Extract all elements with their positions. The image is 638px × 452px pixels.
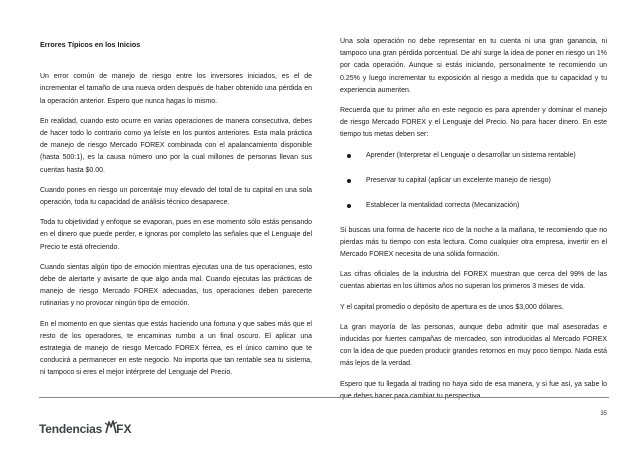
- goals-list: [340, 150, 607, 212]
- logo-text: Tendencias: [39, 422, 103, 436]
- logo-suffix: FX: [116, 422, 132, 436]
- left-column: [40, 39, 312, 388]
- paragraph: Las cifras oficiales de la industria del FOREX muestran que cerca del 99% de las cuentas abiertas en los últimos años no superan los primeros 3 meses de vida.: [340, 271, 607, 291]
- bullet-icon: [347, 204, 351, 208]
- list-item: [340, 150, 607, 162]
- bullet-icon: [347, 154, 351, 158]
- right-column: [340, 36, 607, 411]
- page-number: 35: [600, 411, 607, 417]
- list-item-text: Preservar tu capital (aplicar un excelente manejo de riesgo): [366, 176, 551, 184]
- paragraph: Una sola operación no debe representar en tu cuenta ni una gran ganancia, ni tampoco una gran pérdida porcentual. De ahí surge la idea de poner en riesgo un 1% por cada operación. Aunque si estás iniciando, personalmente te recomiendo un 0.25% y luego incrementar tu exposición al riesgo a medida que tu capacidad y tu experiencia aumenten.: [340, 38, 607, 94]
- list-item-text: Aprender (Interpretar el Lenguaje o desarrollar un sistema rentable): [366, 151, 576, 159]
- list-item: [340, 200, 607, 212]
- bullet-icon: [347, 179, 351, 183]
- paragraph: Cuando sientas algún tipo de emoción mientras ejecutas una de tus operaciones, esto debe de alertarte y avisarte de que algo anda mal. Cuando ejecutas las prácticas de manejo de riesgo Mercado FOREX adecuadas, tus operaciones deben parecerte rutinarias y no provocar ningún tipo de emoción.: [40, 263, 312, 308]
- paragraph: Un error común de manejo de riesgo entre los inversores iniciados, es el de incrementar el tamaño de una nueva orden después de haber obtenido una pérdida en la operación anterior. Espero que nunca hagas lo mismo.: [40, 73, 312, 105]
- list-item-text: Establecer la mentalidad correcta (Mecanización): [366, 201, 520, 209]
- brand-logo: [39, 418, 131, 440]
- paragraph: Y el capital promedio o depósito de apertura es de unos $3,000 dólares.: [340, 303, 564, 311]
- paragraph: Espero que tu llegada al trading no haya sido de esa manera, y si fue así, ya sabe lo: [340, 380, 607, 388]
- paragraph: Cuando pones en riesgo un porcentaje muy elevado del total de tu capital en una sola operación, toda tu capacidad de análisis técnico desaparece.: [40, 186, 312, 207]
- footer-divider: [39, 397, 609, 398]
- paragraph: Si buscas una forma de hacerte rico de la noche a la mañana, te recomiendo que no pierdas más tu tiempo con esta lectura. Como cualquier otra empresa, invertir en el Mercado FOREX necesita de una sólida formación.: [340, 226, 607, 259]
- paragraph: En el momento en que sientas que estás haciendo una fortuna y que sabes más que el resto de los operadores, te encaminas rumbo a un final oscuro. El aplicar una estrategia de manejo de riesgo Mercado FOREX férrea, es el único camino que te conducirá a permanecer en este negocio. No importa que tan rentable sea tu sistema, ni tampoco si eres el mejor intérprete del Lenguaje del Precio.: [40, 320, 312, 377]
- paragraph: Recuerda que tu primer año en este negocio es para aprender y dominar el manejo de riesgo Mercado FOREX y el Lenguaje del Precio. No para hacer dinero. En este tiempo tus metas deben ser:: [340, 107, 607, 139]
- paragraph: En realidad, cuando esto ocurre en varias operaciones de manera consecutiva, debes de hacer todo lo contrario como ya leíste en los puntos anteriores. Esta mala práctica de manejo de riesgo Mercado FOREX combinada con el apalancamiento disponible (hasta 500:1), es la causa número uno por la cual millones de personas llevan sus cuentas hasta $0.00.: [40, 117, 312, 174]
- list-item: [340, 175, 607, 187]
- paragraph: La gran mayoría de las personas, aunque debo admitir que mal asesoradas e inducidas por fuertes campañas de mercadeo, son introducidas al Mercado FOREX con la idea de que pueden producir grandes retornos en muy poco tiempo. Nada está más lejos de la verdad.: [340, 323, 607, 368]
- section-heading: Errores Típicos en los Inicios: [40, 40, 141, 49]
- paragraph: Toda tu objetividad y enfoque se evaporan, pues en ese momento sólo estás pensando en el dinero que puede perder, e ignoras por completo las señales que el Lenguaje del Precio te está ofreciendo.: [40, 219, 312, 251]
